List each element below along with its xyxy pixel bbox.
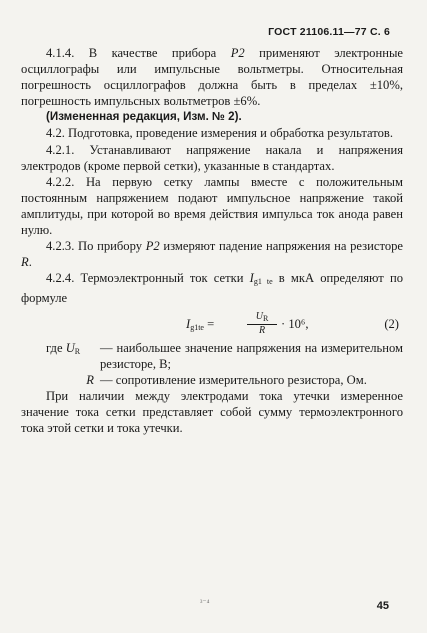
voltage-subscript: R [262,313,269,323]
where-word: где [46,340,66,355]
text-run: применяют электронные осциллографы или импульсные вольтметры. Относительная погрешность осциллографов должна быть в пределах ±10%, погрешность импульсных вольтметров ±6%. [21,46,403,109]
paragraph-4-2-3 [21,238,403,270]
text-run: 4.2.3. По прибору [46,239,146,254]
voltage-symbol: U [65,340,75,355]
voltage-symbol: U [255,310,263,322]
formula-2 [21,311,403,337]
document-body [21,45,403,436]
where-term: R [86,372,94,387]
instrument-symbol: Р2 [145,239,160,254]
paragraph-4-2-1: 4.2.1. Устанавливают напряжение накала и напряжения электродов (кроме первой сетки), указанные в стандартах. [21,142,403,173]
where-definition: — сопротивление измерительного резистора, Ом. [100,372,367,387]
current-subscript: g1 te [253,277,273,287]
where-term [21,340,100,372]
text-run: 4.2.4. Термоэлектронный ток сетки [46,271,250,286]
paragraph-4-1-4 [21,45,403,109]
current-subscript: g1te [190,322,204,332]
resistor-symbol: R [21,255,29,270]
paragraph-4-2: 4.2. Подготовка, проведение измерения и обработка результатов. [46,126,393,141]
fraction [247,311,277,336]
current-symbol: I [249,271,254,286]
page-header: ГОСТ 21106.11—77 С. 6 [268,26,390,38]
where-row-1 [21,340,403,372]
text-run: . [28,255,32,270]
current-symbol: I [186,316,191,331]
paragraph-leakage: При наличии между электродами тока утечки измеренное значение тока сетки представляет собой сумму термоэлектронного тока этой сетки и тока утечки. [21,388,403,435]
text-run: в мкА определяют по формуле [21,271,403,306]
amendment-note: (Измененная редакция, Изм. № 2). [46,110,242,124]
formula-lhs [186,316,214,336]
where-row-2 [21,372,403,388]
text-run: 4.1.4. В качестве прибора [46,46,231,60]
page-number: 45 [376,600,389,612]
instrument-symbol: Р2 [230,46,245,60]
fraction-denominator: R [258,324,266,336]
formula-rhs: · 10⁶, [281,316,309,331]
fraction-numerator [247,311,277,325]
equation-number: (2) [384,316,399,331]
paragraph-4-2-2: 4.2.2. На первую сетку лампы вместе с положительным постоянным напряжением подают импульсное напряжение такой амплитуды, при которой во время действия импульса ток анода равен нулю. [21,174,403,238]
equals-sign: = [203,316,215,331]
voltage-subscript: R [74,346,81,356]
text-run: измеряют падение напряжения на резисторе [159,239,403,254]
print-mark: ³⁻⁴ [200,598,210,607]
paragraph-4-2-4 [21,270,403,306]
where-definition: — наибольшее значение напряжения на измерительном резисторе, В; [100,340,403,371]
